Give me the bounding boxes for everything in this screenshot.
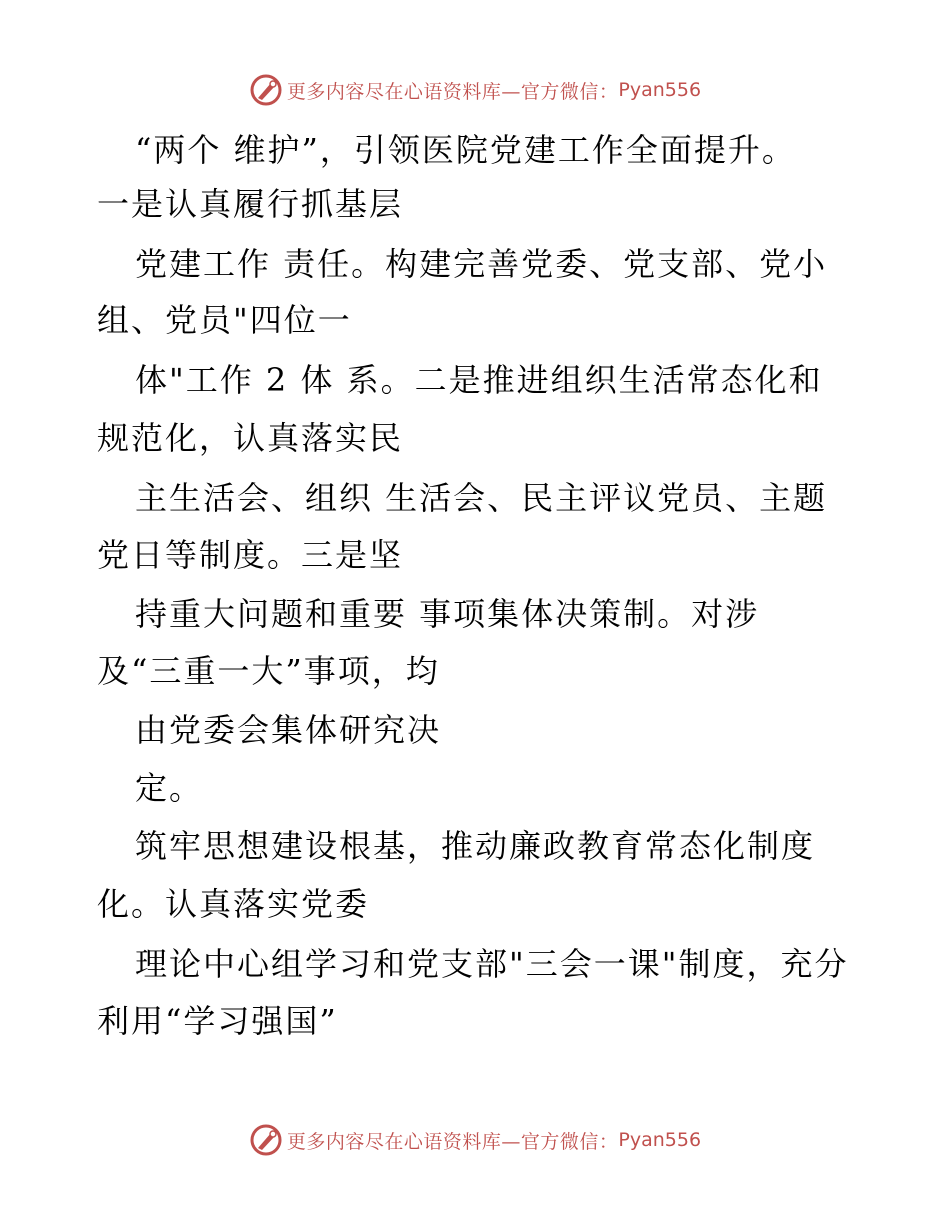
text-line: 主生活会、组织 生活会、民主评议党员、主题 [135, 479, 828, 517]
watermark-wechat-id: Pyan556 [618, 1129, 702, 1151]
text-line: 化。认真落实党委 [97, 885, 370, 923]
watermark-banner-bottom [0, 1120, 950, 1160]
text-line: 党日等制度。三是坚 [97, 536, 404, 574]
text-line: “两个 维护”，引领医院党建工作全面提升。 [135, 131, 796, 169]
text-line: 规范化，认真落实民 [97, 419, 404, 457]
text-line: 由党委会集体研究决 [135, 711, 442, 749]
text-line: 党建工作 责任。构建完善党委、党支部、党小 [135, 245, 828, 283]
watermark-text: 更多内容尽在心语资料库—官方微信： [286, 1130, 619, 1153]
text-line: 一是认真履行抓基层 [97, 185, 404, 223]
text-line: 及“三重一大”事项，均 [97, 652, 440, 690]
text-line: 理论中心组学习和党支部"三会一课"制度，充分 [135, 945, 849, 983]
text-line: 体"工作 2 体 系。二是推进组织生活常态化和 [135, 361, 823, 399]
text-line: 组、党员"四位一 [97, 301, 352, 339]
watermark-wechat-id: Pyan556 [618, 79, 702, 101]
text-line: 持重大问题和重要 事项集体决策制。对涉 [135, 595, 760, 633]
text-line: 筑牢思想建设根基，推动廉政教育常态化制度 [135, 827, 816, 865]
text-line: 利用“学习强国” [97, 1002, 338, 1040]
watermark-text: 更多内容尽在心语资料库—官方微信： [286, 80, 619, 103]
text-line: 定。 [135, 769, 204, 807]
pen-logo-icon [249, 1123, 283, 1157]
